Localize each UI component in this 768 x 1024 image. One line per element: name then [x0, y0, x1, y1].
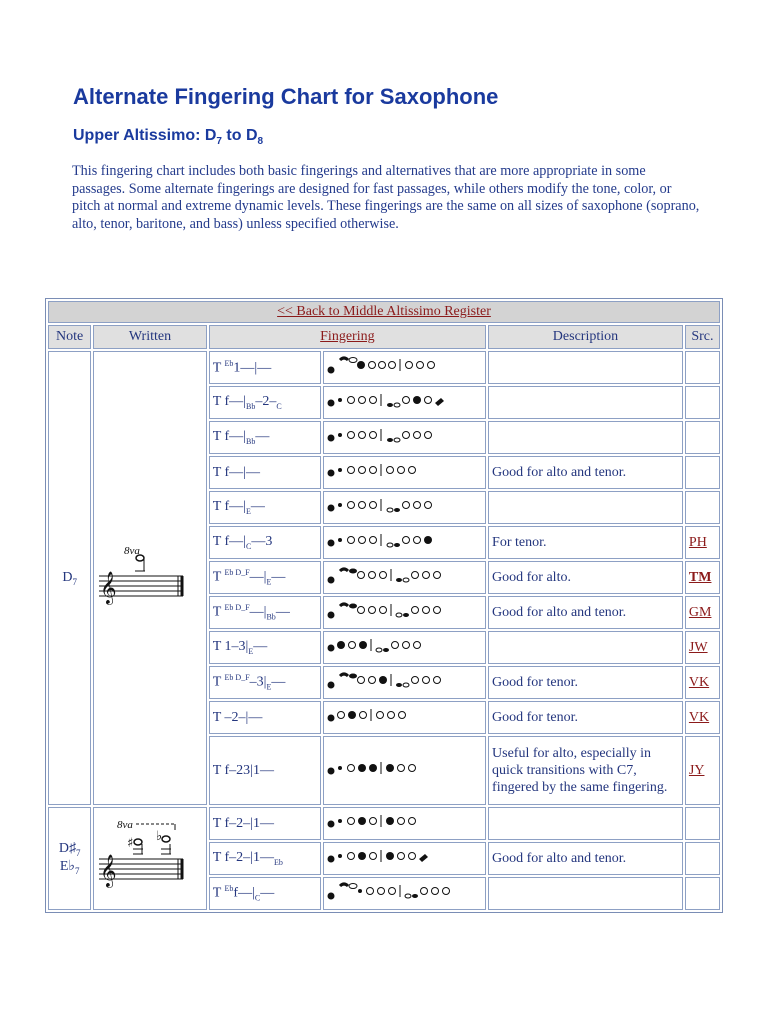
fingering-diagram-image: [327, 529, 477, 551]
fingering-diagram: [323, 736, 486, 805]
fingering-diagram-image: [327, 459, 477, 481]
note-dsharp7-eflat7: [48, 807, 91, 910]
written-dsharp7: [93, 807, 206, 910]
fingering-diagram: [323, 526, 486, 559]
fingering-diagram-image: [327, 669, 477, 691]
fingering-diagram-image: [327, 424, 477, 446]
fingering-description: [488, 421, 683, 454]
note-eflat7: [52, 858, 87, 876]
fingering-description: Useful for alto, especially in quick transitions with C7, fingered by the same fingering.: [488, 736, 683, 805]
note-eflat7-octave: 7: [74, 865, 80, 876]
note-dsharp7-letter: D: [58, 841, 69, 857]
fingering-diagram-image: [327, 757, 477, 779]
fingering-source: [685, 561, 720, 594]
fingering-source: [685, 736, 720, 805]
fingering-diagram: [323, 666, 486, 699]
fingering-name: T $^{Eb D\_F}-3|_E—$: [209, 666, 321, 699]
fingering-description: [488, 877, 683, 910]
fingering-diagram-image: [327, 494, 477, 516]
fingering-diagram-image: [327, 354, 477, 376]
fingering-diagram: [323, 386, 486, 419]
back-link[interactable]: << Back to Middle Altissimo Register: [277, 304, 491, 319]
fingering-diagram-image: [327, 880, 477, 902]
subtitle-sub2: 8: [257, 136, 264, 148]
fingering-diagram-image: [327, 389, 477, 411]
fingering-source: [685, 807, 720, 840]
fingering-diagram-image: [327, 634, 477, 656]
source-link[interactable]: GM: [688, 604, 712, 620]
subtitle-prefix: Upper Altissimo: D: [73, 127, 217, 144]
fingering-diagram: [323, 631, 486, 664]
source-link[interactable]: JW: [688, 639, 708, 655]
fingering-source: [685, 842, 720, 875]
svg-text:𝄞: 𝄞: [100, 854, 117, 887]
fingering-name: T f–23|1—: [209, 736, 321, 805]
written-d7: [93, 351, 206, 805]
page-subtitle: [73, 127, 263, 147]
svg-text:♭: ♭: [156, 829, 163, 844]
page-title: Alternate Fingering Chart for Saxophone: [73, 84, 499, 109]
fingering-name: T $f—|_E—$: [209, 491, 321, 524]
fingering-diagram: [323, 456, 486, 489]
fingering-description: Good for tenor.: [488, 666, 683, 699]
fingering-diagram-image: [327, 599, 477, 621]
fingering-diagram-image: [327, 564, 477, 586]
fingering-source: [685, 631, 720, 664]
fingering-name: T f—|—: [209, 456, 321, 489]
source-link[interactable]: PH: [688, 534, 707, 550]
fingering-name: T –2–|—: [209, 701, 321, 734]
fingering-source: [685, 596, 720, 629]
fingering-source: [685, 666, 720, 699]
fingering-diagram-image: [327, 704, 477, 726]
fingering-name: T $f—|_{Bb}-2-_C$: [209, 386, 321, 419]
fingering-source: [685, 491, 720, 524]
fingering-diagram-image: [327, 845, 477, 867]
intro-paragraph: This fingering chart includes both basic fingerings and alternatives that are more appropriate in some passages. Some alternate fingerings are designed for fast passages, while others modify the tone, color, or pitch at normal and extreme dynamic levels. These fingerings are the same on all sizes of saxophone (soprano, alto, tenor, baritone, and bass) unless specified otherwise.: [72, 163, 700, 232]
header-written: Written: [93, 325, 206, 349]
fingering-diagram: [323, 842, 486, 875]
fingering-table: [45, 298, 723, 913]
source-link[interactable]: VK: [688, 674, 710, 690]
note-dsharp7: [52, 841, 87, 858]
fingering-description: For tenor.: [488, 526, 683, 559]
fingering-name: T f–2–|1—: [209, 807, 321, 840]
note-d7: [48, 351, 91, 805]
fingering-diagram: [323, 596, 486, 629]
fingering-source: [685, 386, 720, 419]
fingering-name: T $f—|_{Bb}—$: [209, 421, 321, 454]
note-d7-octave: 7: [72, 576, 77, 587]
fingering-source: [685, 701, 720, 734]
fingering-diagram: [323, 351, 486, 384]
fingering-description: Good for alto and tenor.: [488, 842, 683, 875]
fingering-name: T $f—|_C—3$: [209, 526, 321, 559]
fingering-source: [685, 456, 720, 489]
fingering-description: Good for alto and tenor.: [488, 456, 683, 489]
sharp-icon: ♯: [68, 841, 76, 857]
fingering-name: T $^{Eb}f—|_C—$: [209, 877, 321, 910]
header-source: Src.: [685, 325, 720, 349]
fingering-name: T $^{Eb D\_F}—|_E—$: [209, 561, 321, 594]
fingering-diagram: [323, 491, 486, 524]
staff-d7-image: [97, 541, 197, 611]
note-dsharp7-octave: 7: [75, 848, 81, 858]
staff-dsharp7-image: [97, 814, 197, 898]
fingering-name: T $f-2-|1—_{Eb}$: [209, 842, 321, 875]
fingering-diagram: [323, 877, 486, 910]
header-description: Description: [488, 325, 683, 349]
subtitle-sub1: 7: [216, 136, 222, 148]
fingering-source: [685, 421, 720, 454]
source-link[interactable]: JY: [688, 762, 705, 778]
fingering-name: T $^{Eb D\_F}—|_{Bb}—$: [209, 596, 321, 629]
fingering-description: [488, 351, 683, 384]
staff-dsharp7-8va: 8va: [117, 819, 134, 831]
fingering-diagram: [323, 701, 486, 734]
fingering-source: [685, 877, 720, 910]
fingering-name: T $1-3|_E—$: [209, 631, 321, 664]
source-link[interactable]: VK: [688, 709, 710, 725]
fingering-diagram: [323, 561, 486, 594]
fingering-description: [488, 631, 683, 664]
svg-text:♯: ♯: [127, 836, 134, 851]
fingering-description: [488, 807, 683, 840]
fingering-description: Good for alto.: [488, 561, 683, 594]
fingering-diagram: [323, 807, 486, 840]
fingering-source: [685, 351, 720, 384]
fingering-diagram: [323, 421, 486, 454]
source-link[interactable]: TM: [688, 569, 712, 585]
header-note: Note: [48, 325, 91, 349]
fingering-diagram-image: [327, 810, 477, 832]
flat-icon: ♭: [68, 859, 75, 874]
subtitle-mid: to D: [221, 127, 258, 144]
back-link-cell: [48, 301, 720, 323]
note-eflat7-letter: E: [59, 859, 69, 874]
fingering-description: [488, 386, 683, 419]
note-d7-letter: D: [62, 569, 73, 585]
staff-d7-8va: 8va: [124, 544, 141, 557]
fingering-description: Good for tenor.: [488, 701, 683, 734]
svg-text:𝄞: 𝄞: [100, 570, 117, 604]
fingering-description: Good for alto and tenor.: [488, 596, 683, 629]
fingering-source: [685, 526, 720, 559]
header-fingering[interactable]: Fingering: [209, 325, 486, 349]
fingering-name: T $^{Eb}$1—|—: [209, 351, 321, 384]
fingering-description: [488, 491, 683, 524]
